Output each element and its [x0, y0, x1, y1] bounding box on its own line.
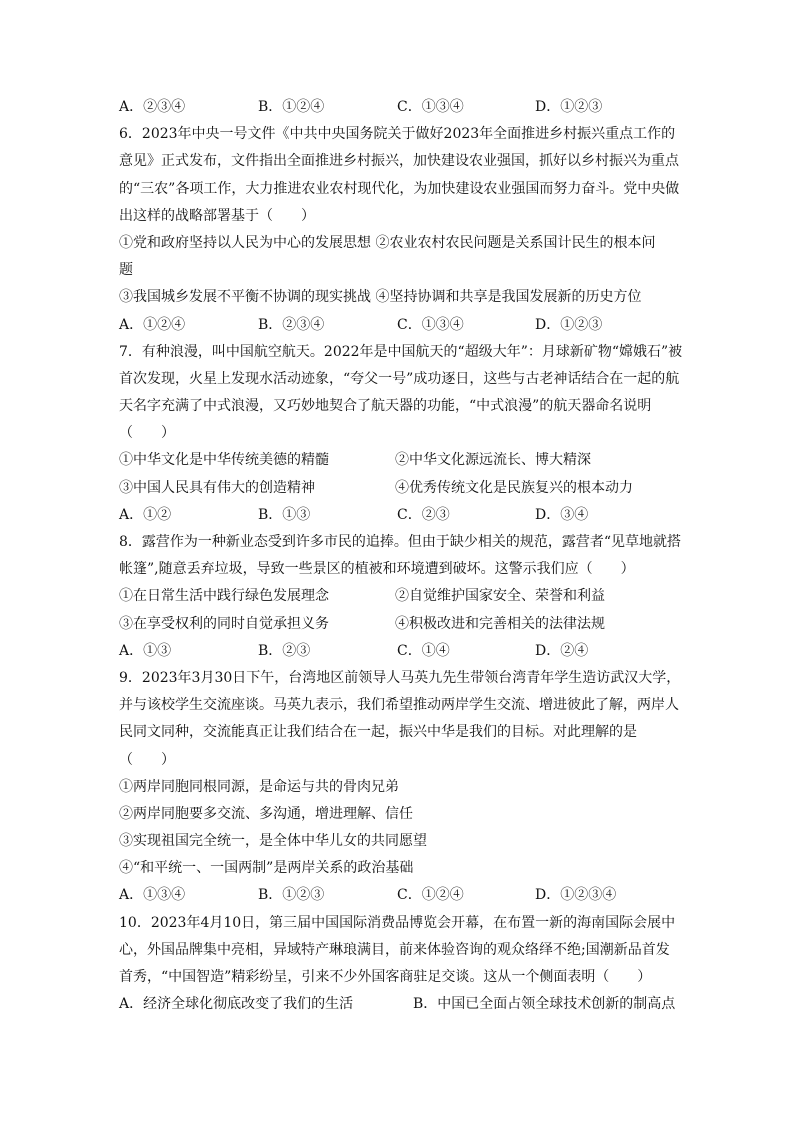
q9-option-b[interactable]: B．①②③ [258, 887, 325, 904]
question-10 [119, 910, 679, 1019]
q6-stem-line: 6．2023年中央一号文件《中共中央国务院关于做好2023年全面推进乡村振兴重点工作的 [119, 126, 676, 143]
q7-stem-line: 首次发现，火星上发现水活动迹象，“夸父一号”成功逐日，这些与古老神话结合在一起的航 [119, 370, 680, 387]
page-content [119, 94, 683, 1018]
q6-stem-line: 意见》正式发布，文件指出全面推进乡村振兴，加快建设农业强国，抓好以乡村振兴为重点 [119, 153, 679, 170]
q8-option-d[interactable]: D．②④ [535, 642, 589, 659]
q7-option-b[interactable]: B．①③ [258, 506, 311, 523]
question-7 [119, 339, 683, 529]
q9-stem-line: 9．2023年3月30日下午，台湾地区前领导人马英九先生带领台湾青年学生造访武汉大学， [119, 669, 681, 686]
q6-stem-line: 出这样的战略部署基于（ ） [119, 207, 315, 224]
q7-stem-line: 天名字充满了中式浪漫，又巧妙地契合了航天器的功能，“中式浪漫”的航天器命名说明 [119, 398, 652, 415]
q5-option-a[interactable]: A．②③④ [119, 99, 186, 115]
q7-statement-1: ①中华文化是中华传统美德的精髓 [119, 452, 329, 469]
q6-option-b[interactable]: B．②③④ [258, 316, 325, 333]
q7-option-c[interactable]: C．②③ [397, 506, 450, 523]
q7-statement-4: ④优秀传统文化是民族复兴的根本动力 [395, 479, 633, 496]
q5-options [119, 94, 679, 121]
q9-statement-2: ②两岸同胞要多交流、多沟通，增进理解、信任 [119, 805, 413, 822]
q8-option-b[interactable]: B．②③ [258, 642, 311, 659]
q5-option-b[interactable]: B．①②④ [258, 99, 325, 115]
q7-statement-2: ②中华文化源远流长、博大精深 [395, 452, 591, 469]
q7-option-a[interactable]: A．①② [119, 506, 172, 523]
q9-statement-3: ③实现祖国完全统一，是全体中华儿女的共同愿望 [119, 833, 427, 850]
q5-option-c[interactable]: C．①③④ [397, 99, 464, 115]
q8-statements-row [119, 583, 679, 610]
q9-stem-line: （ ） [119, 751, 175, 768]
q10-stem-line: 10．2023年4月10日，第三届中国国际消费品博览会开幕，在布置一新的海南国际会展中 [119, 914, 676, 931]
q9-statement-4: ④“和平统一、一国两制”是两岸关系的政治基础 [119, 860, 414, 877]
q5-option-d[interactable]: D．①②③ [535, 99, 603, 115]
q8-statement-4: ④积极改进和完善相关的法律法规 [395, 615, 605, 632]
q10-option-b[interactable]: B．中国已全面占领全球技术创新的制高点 [413, 996, 676, 1013]
question-8 [119, 529, 682, 665]
q8-stem-line: 8．露营作为一种新业态受到许多市民的追捧。但由于缺少相关的规范，露营者“见草地就搭 [119, 534, 682, 550]
q6-statement-2-cont: 题 [119, 262, 133, 279]
q8-statement-3: ③在享受权利的同时自觉承担义务 [119, 615, 329, 632]
q7-options [119, 502, 679, 529]
q9-options [119, 882, 679, 909]
q6-option-d[interactable]: D．①②③ [535, 316, 603, 333]
q7-stem-line: 7．有种浪漫，叫中国航空航天。2022年是中国航天的“超级大年”：月球新矿物“嫦娥石”被 [119, 343, 683, 360]
q10-options-row [119, 991, 679, 1018]
q6-option-a[interactable]: A．①②④ [119, 316, 186, 333]
question-9 [119, 665, 679, 910]
q9-option-d[interactable]: D．①②③④ [535, 887, 617, 904]
q7-statements-row [119, 447, 679, 474]
q8-statement-1: ①在日常生活中践行绿色发展理念 [119, 588, 329, 605]
q8-option-c[interactable]: C．①④ [397, 642, 450, 659]
q9-option-c[interactable]: C．①②④ [397, 887, 464, 904]
q8-statements-row [119, 611, 679, 638]
q9-option-a[interactable]: A．①③④ [119, 887, 186, 904]
q7-stem-line: （ ） [119, 425, 175, 442]
q7-option-d[interactable]: D．③④ [535, 506, 589, 523]
q6-stem-line: 的“三农”各项工作，大力推进农业农村现代化，为加快建设农业强国而努力奋斗。党中央做 [119, 180, 680, 197]
q10-option-a[interactable]: A．经济全球化彻底改变了我们的生活 [119, 996, 354, 1013]
q8-stem-line: 帐篷”,随意丢弃垃圾，导致一些景区的植被和环境遭到破坏。这警示我们应（ ） [119, 561, 635, 578]
q10-stem-line: 心，外国品牌集中亮相，异域特产琳琅满目，前来体验咨询的观众络绎不绝;国潮新品首发 [119, 941, 670, 958]
q8-options [119, 638, 679, 665]
q10-stem-line: 首秀，“中国智造”精彩纷呈，引来不少外国客商驻足交谈。这从一个侧面表明（ ） [119, 969, 652, 985]
q8-statement-2: ②自觉维护国家安全、荣誉和利益 [395, 588, 605, 605]
q9-stem-line: 并与该校学生交流座谈。马英九表示，我们希望推动两岸学生交流、增进彼此了解，两岸人 [119, 697, 679, 714]
q7-statements-row [119, 475, 679, 502]
q6-options [119, 312, 679, 339]
q6-statement-1-2: ①党和政府坚持以人民为中心的发展思想 ②农业农村农民问题是关系国计民生的根本问 [119, 234, 656, 251]
q9-stem-line: 民同文同种，交流能真正让我们结合在一起，振兴中华是我们的目标。对此理解的是 [119, 724, 637, 741]
q9-statement-1: ①两岸同胞同根同源，是命运与共的骨肉兄弟 [119, 778, 399, 795]
q8-option-a[interactable]: A．①③ [119, 642, 172, 659]
question-6 [119, 121, 679, 339]
q6-option-c[interactable]: C．①③④ [397, 316, 464, 333]
q7-statement-3: ③中国人民具有伟大的创造精神 [119, 479, 315, 496]
q6-statement-3-4: ③我国城乡发展不平衡不协调的现实挑战 ④坚持协调和共享是我国发展新的历史方位 [119, 289, 642, 306]
